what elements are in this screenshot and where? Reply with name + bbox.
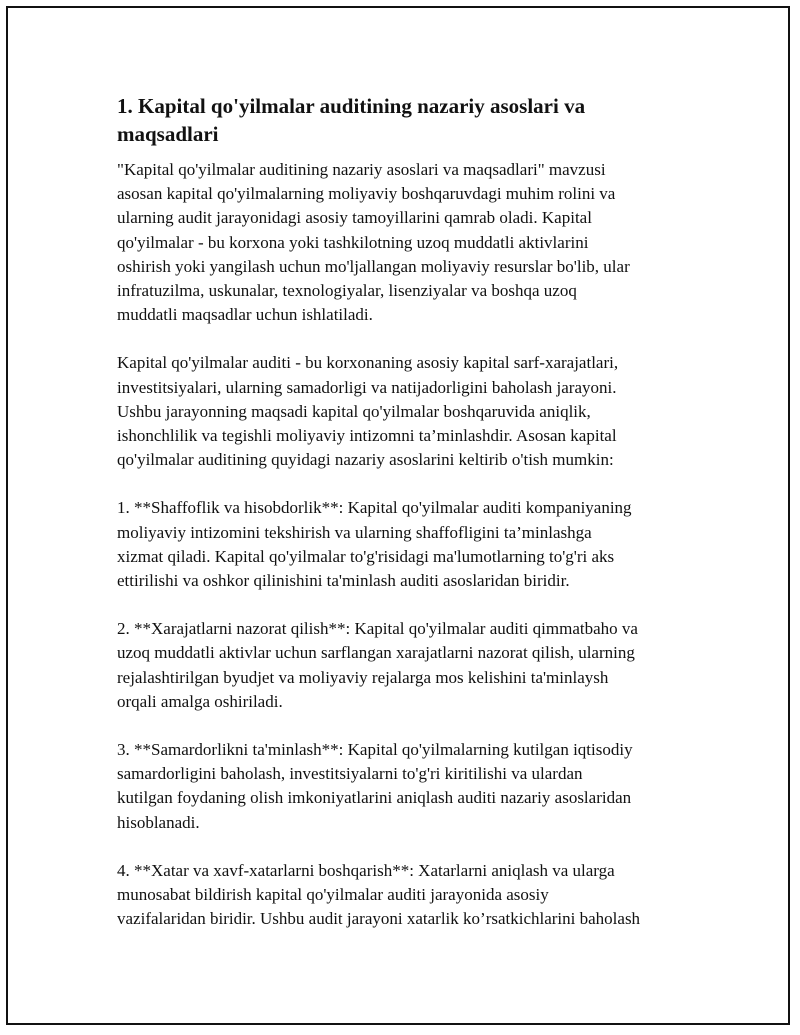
text-line: Kapital qo'yilmalar auditi - bu korxonaning asosiy kapital sarf-xarajatlari, <box>117 353 619 373</box>
text-line: asosan kapital qo'yilmalarning moliyaviy boshqaruvdagi muhim rolini va <box>117 184 616 204</box>
section-heading <box>117 92 692 148</box>
text-line: samardorligini baholash, investitsiyalarni to'g'ri kiritilishi va ulardan <box>117 764 583 784</box>
text-line: 1. **Shaffoflik va hisobdorlik**: Kapital qo'yilmalar auditi kompaniyaning <box>117 498 632 518</box>
text-line: orqali amalga oshiriladi. <box>117 691 283 711</box>
document-body <box>117 92 692 955</box>
text-line: 2. **Xarajatlarni nazorat qilish**: Kapital qo'yilmalar auditi qimmatbaho va <box>117 619 638 639</box>
text-line: oshirish yoki yangilash uchun mo'ljallangan moliyaviy resurslar bo'lib, ular <box>117 256 630 276</box>
text-line: vazifalaridan biridir. Ushbu audit jarayoni xatarlik ko’rsatkichlarini baholash <box>117 909 641 929</box>
heading-line: maqsadlari <box>117 122 219 146</box>
paragraph-audit-definition <box>117 351 692 472</box>
heading-line: 1. Kapital qo'yilmalar auditining nazariy asoslari va <box>117 94 586 118</box>
list-item-4 <box>117 859 692 932</box>
list-item-1 <box>117 496 692 593</box>
text-line: muddatli maqsadlar uchun ishlatiladi. <box>117 305 373 325</box>
text-line: moliyaviy intizomini tekshirish va ularning shaffofligini ta’minlashga <box>117 522 592 542</box>
text-line: xizmat qiladi. Kapital qo'yilmalar to'g'risidagi ma'lumotlarning to'g'ri aks <box>117 546 615 566</box>
text-line: Ushbu jarayonning maqsadi kapital qo'yilmalar boshqaruvida aniqlik, <box>117 401 591 421</box>
paragraph-intro <box>117 158 692 327</box>
text-line: ularning audit jarayonidagi asosiy tamoyillarini qamrab oladi. Kapital <box>117 208 592 228</box>
text-line: munosabat bildirish kapital qo'yilmalar auditi jarayonida asosiy <box>117 885 549 905</box>
text-line: 3. **Samardorlikni ta'minlash**: Kapital qo'yilmalarning kutilgan iqtisodiy <box>117 740 633 760</box>
text-line: kutilgan foydaning olish imkoniyatlarini aniqlash auditi nazariy asoslaridan <box>117 788 632 808</box>
text-line: infratuzilma, uskunalar, texnologiyalar, lisenziyalar va boshqa uzoq <box>117 281 577 301</box>
text-line: 4. **Xatar va xavf-xatarlarni boshqarish**: Xatarlarni aniqlash va ularga <box>117 860 615 880</box>
text-line: investitsiyalari, ularning samadorligi va natijadorligini baholash jarayoni. <box>117 377 617 397</box>
text-line: "Kapital qo'yilmalar auditining nazariy asoslari va maqsadlari" mavzusi <box>117 160 606 179</box>
list-item-2 <box>117 617 692 714</box>
text-line: ishonchlilik va tegishli moliyaviy intizomni ta’minlashdir. Asosan kapital <box>117 426 617 446</box>
text-line: qo'yilmalar - bu korxona yoki tashkilotning uzoq muddatli aktivlarini <box>117 232 589 252</box>
text-line: uzoq muddatli aktivlar uchun sarflangan xarajatlarni nazorat qilish, ularning <box>117 643 635 663</box>
text-line: ettirilishi va oshkor qilinishini ta'minlash auditi asoslaridan biridir. <box>117 571 570 591</box>
list-item-3 <box>117 738 692 835</box>
text-line: rejalashtirilgan byudjet va moliyaviy rejalarga mos kelishini ta'minlaysh <box>117 667 609 687</box>
text-line: qo'yilmalar auditining quyidagi nazariy asoslarini keltirib o'tish mumkin: <box>117 450 614 470</box>
text-line: hisoblanadi. <box>117 812 200 832</box>
